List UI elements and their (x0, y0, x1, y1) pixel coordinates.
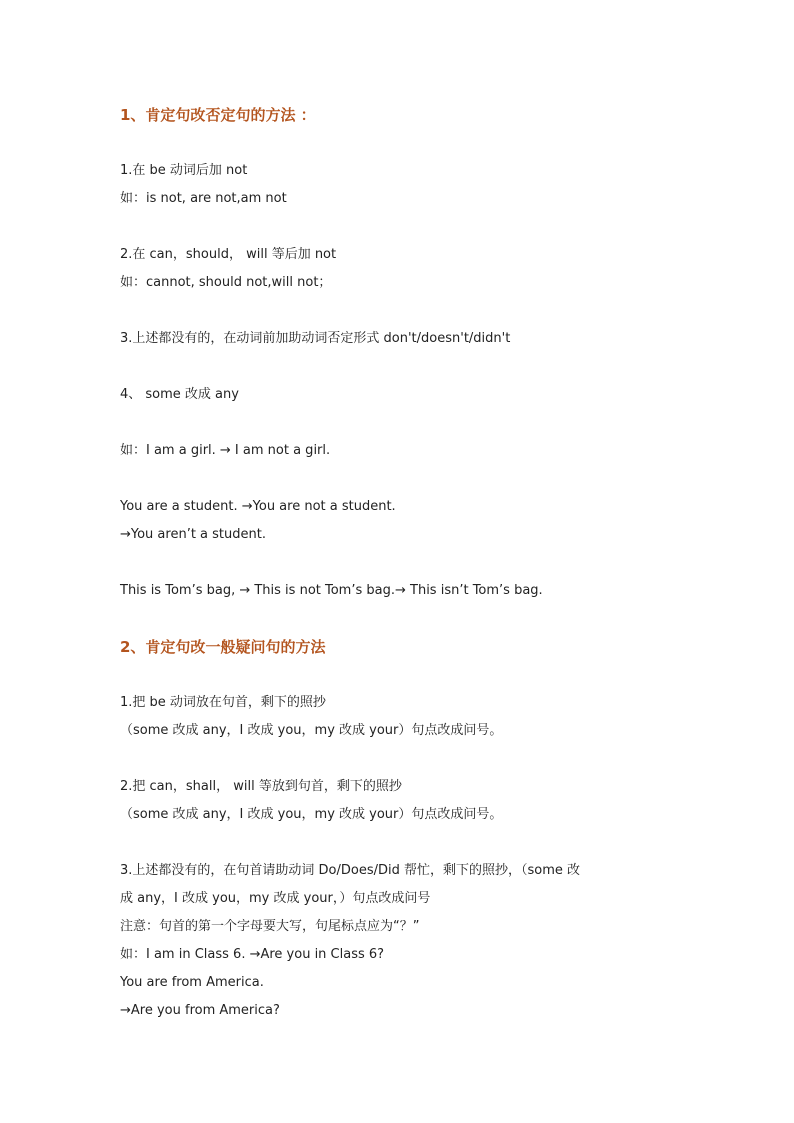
section1-rule3: 3.上述都没有的，在动词前加助动词否定形式 don't/doesn't/didn't (120, 331, 511, 346)
section1-example1: 如：is not, are not,am not (120, 191, 287, 206)
section1-rule2: 2.在 can，should， will 等后加 not (120, 247, 337, 262)
section2-example2b: →Are you from America? (120, 1003, 280, 1018)
section1-heading: 1、肯定句改否定句的方法 ： (120, 106, 316, 124)
section2-example1: 如：I am in Class 6. →Are you in Class 6? (120, 947, 385, 962)
section1-example4a: You are a student. →You are not a student. (120, 499, 396, 514)
section1-rule1: 1.在 be 动词后加 not (120, 163, 248, 178)
section2-rule2: 2.把 can，shall， will 等放到句首，剩下的照抄 (120, 779, 402, 794)
section1-example4b: →You aren’t a student. (120, 527, 266, 542)
section1-example2: 如：cannot, should not,will not； (120, 275, 332, 290)
section2-example2a: You are from America. (120, 975, 264, 990)
section2-rule2-note: （some 改成 any，I 改成 you，my 改成 your）句点改成问号。 (120, 807, 503, 822)
section1-example3: 如：I am a girl. → I am not a girl. (120, 443, 331, 458)
section2-rule3-line2: 成 any，I 改成 you，my 改成 your，）句点改成问号 (120, 891, 431, 906)
section2-rule1: 1.把 be 动词放在句首，剩下的照抄 (120, 695, 326, 710)
section2-attention: 注意：句首的第一个字母要大写，句尾标点应为“？” (120, 919, 420, 934)
section1-rule4: 4、 some 改成 any (120, 387, 239, 402)
section1-example5: This is Tom’s bag, → This is not Tom’s bag.→ This isn’t Tom’s bag. (120, 583, 543, 598)
section2-rule1-note: （some 改成 any，I 改成 you，my 改成 your）句点改成问号。 (120, 723, 503, 738)
section2-heading: 2、肯定句改一般疑问句的方法 (120, 638, 326, 656)
section2-rule3-line1: 3.上述都没有的，在句首请助动词 Do/Does/Did 帮忙，剩下的照抄，（some 改 (120, 863, 581, 878)
